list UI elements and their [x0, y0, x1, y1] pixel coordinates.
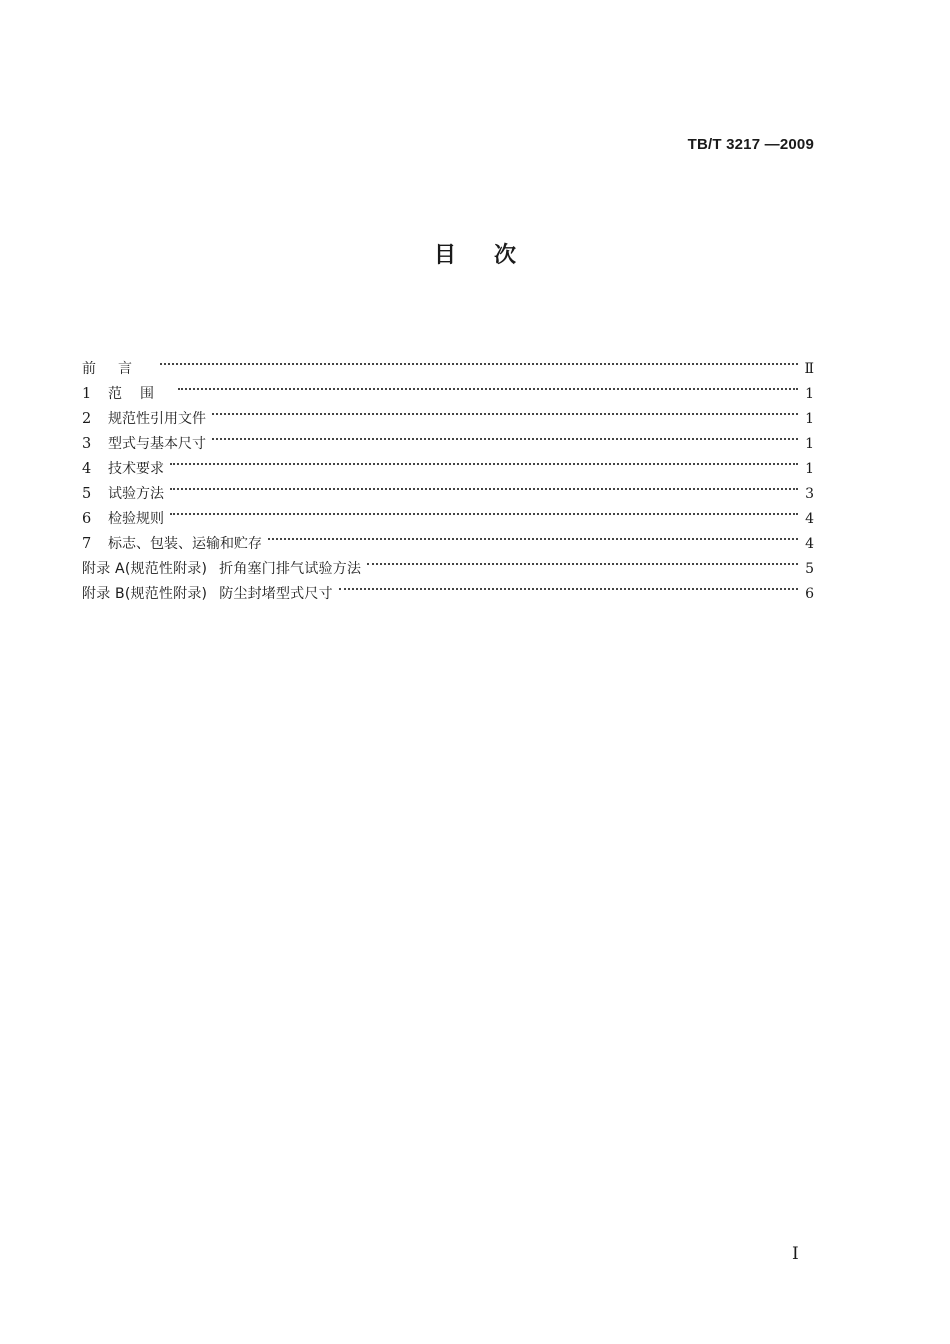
toc-entry-scope[interactable] [82, 373, 814, 402]
toc-leader-dots [367, 548, 798, 573]
toc-entry-label: 试验方法 [108, 486, 164, 502]
toc-entry-label: 检验规则 [108, 511, 164, 527]
page-number: I [792, 1244, 799, 1264]
toc-entry-page: 1 [805, 461, 814, 477]
toc-entry-sublabel: 防尘封堵型式尺寸 [219, 586, 333, 602]
toc-entry-number: 6 [82, 511, 92, 527]
toc-entry-number: 1 [82, 386, 92, 402]
toc-entry-page: 1 [805, 411, 814, 427]
toc-entry-label: 范围 [108, 386, 172, 402]
toc-entry-number: 7 [82, 536, 92, 552]
toc-leader-dots [170, 473, 798, 498]
toc-entry-page: 3 [805, 486, 814, 502]
toc-entry-page: 4 [805, 511, 814, 527]
toc-entry-label: 附录 A(规范性附录) [82, 561, 208, 577]
toc-entry-label: 技术要求 [108, 461, 164, 477]
toc-entry-label: 型式与基本尺寸 [108, 436, 206, 452]
toc-entry-marking-packaging[interactable] [82, 523, 814, 552]
toc-entry-normative-references[interactable] [82, 398, 814, 427]
toc-entry-label: 标志、包装、运输和贮存 [108, 536, 262, 552]
toc-leader-dots [170, 498, 798, 523]
toc-title: 目次 [433, 243, 554, 268]
toc-entry-foreword[interactable] [82, 348, 814, 377]
toc-entry-label: 前言 [82, 361, 154, 377]
toc-entry-page: 5 [805, 561, 814, 577]
toc-leader-dots [212, 398, 798, 423]
toc-leader-dots [160, 348, 798, 373]
toc-leader-dots [170, 448, 798, 473]
toc-entry-sublabel: 折角塞门排气试验方法 [219, 561, 362, 577]
table-of-contents [82, 348, 814, 602]
toc-entry-number: 5 [82, 486, 92, 502]
toc-entry-number: 2 [82, 411, 92, 427]
toc-leader-dots [178, 373, 798, 398]
toc-entry-inspection-rules[interactable] [82, 498, 814, 527]
toc-entry-page: 1 [805, 436, 814, 452]
toc-entry-page: 6 [805, 586, 814, 602]
toc-entry-number: 4 [82, 461, 92, 477]
toc-entry-page: Ⅱ [804, 361, 814, 377]
toc-leader-dots [339, 573, 798, 598]
toc-entry-test-methods[interactable] [82, 473, 814, 502]
document-code: TB/T 3217 —2009 [687, 136, 814, 153]
toc-entry-technical-requirements[interactable] [82, 448, 814, 477]
toc-entry-page: 1 [805, 386, 814, 402]
toc-entry-label: 规范性引用文件 [108, 411, 206, 427]
toc-entry-number: 3 [82, 436, 92, 452]
toc-entry-page: 4 [805, 536, 814, 552]
toc-entry-label: 附录 B(规范性附录) [82, 586, 208, 602]
toc-leader-dots [268, 523, 798, 548]
toc-leader-dots [212, 423, 798, 448]
